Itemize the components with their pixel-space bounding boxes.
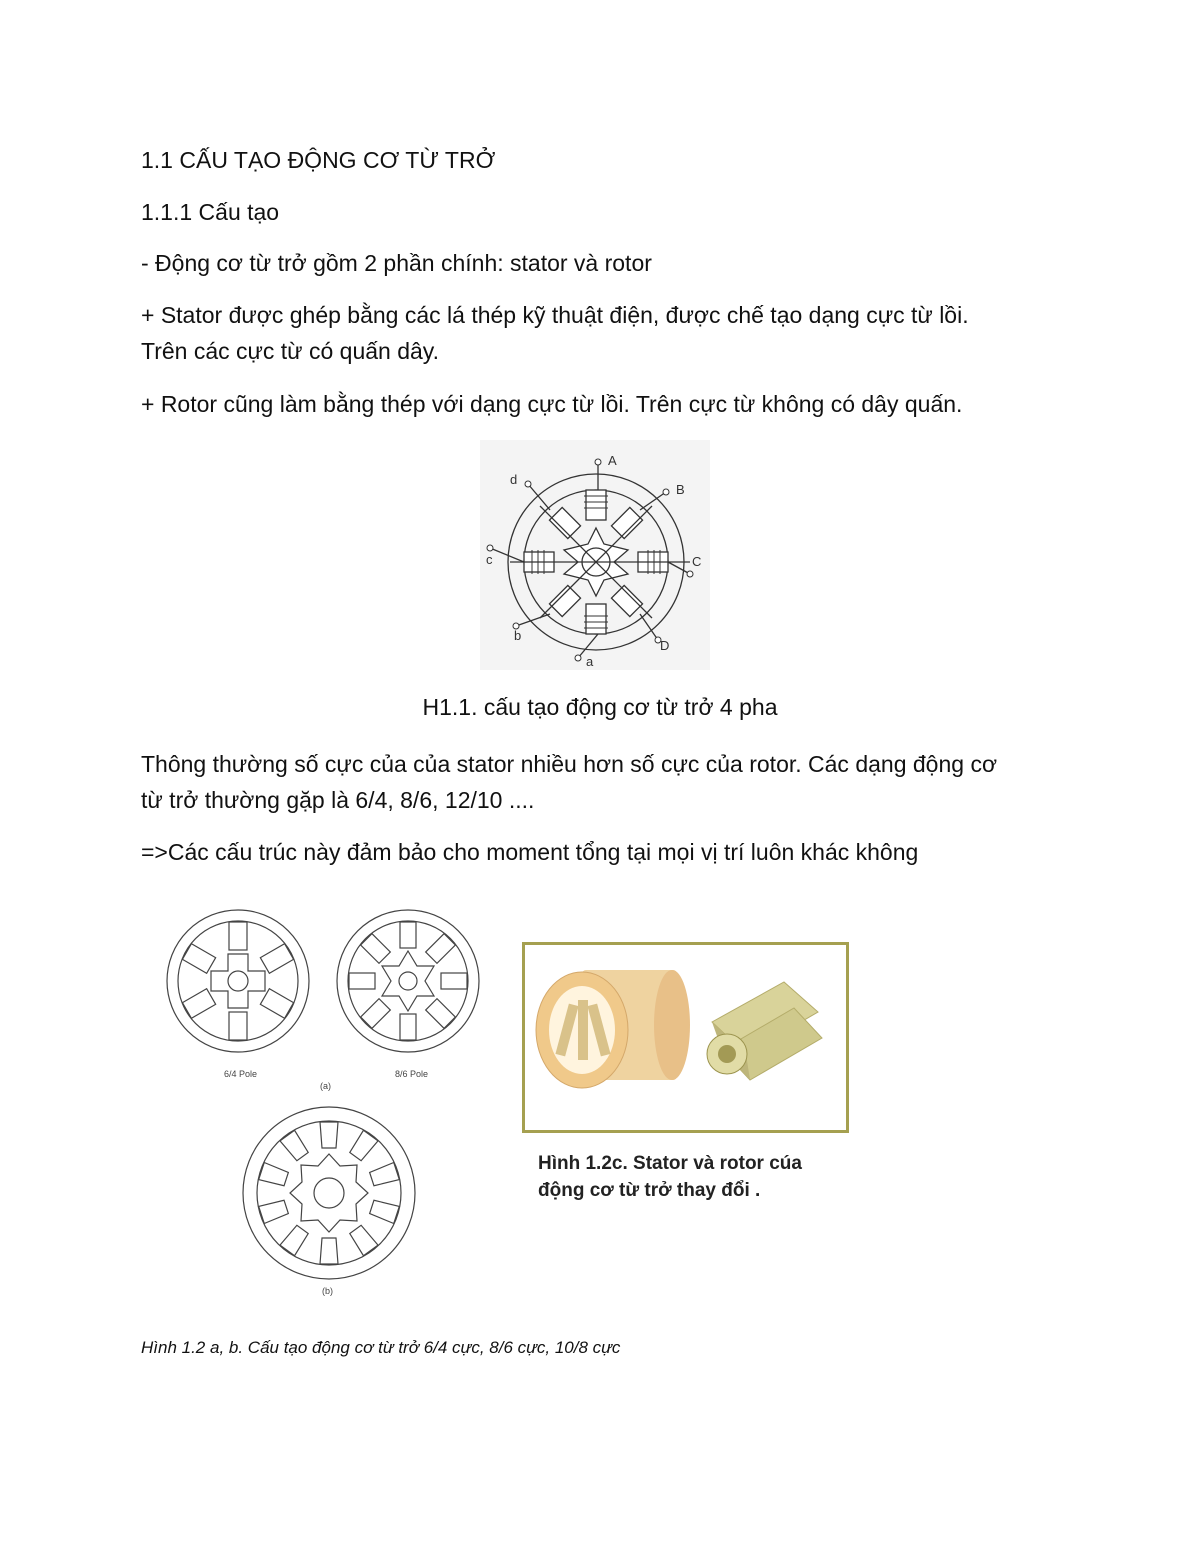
figure-10-8-motor bbox=[240, 1104, 418, 1282]
figure-8-6-motor bbox=[333, 906, 483, 1056]
figure-2c-caption-line1: Hình 1.2c. Stator và rotor cúa bbox=[538, 1153, 802, 1174]
label-C: C bbox=[692, 554, 702, 569]
figure-2c-caption-line2: động cơ từ trở thay đổi . bbox=[538, 1180, 761, 1201]
label-a: a bbox=[586, 654, 594, 669]
label-b: b bbox=[514, 628, 522, 643]
figure-stator-rotor-3d bbox=[522, 942, 849, 1133]
paragraph-poles-cont: từ trở thường gặp là 6/4, 8/6, 12/10 .... bbox=[141, 787, 535, 813]
label-6-4-pole: 6/4 Pole bbox=[224, 1069, 258, 1079]
paragraph-stator: + Stator được ghép bằng các lá thép kỹ thuật điện, được chế tạo dạng cực từ lồi. bbox=[141, 302, 969, 328]
paragraph-rotor: + Rotor cũng làm bằng thép với dạng cực từ lồi. Trên cực từ không có dây quấn. bbox=[141, 391, 963, 417]
subsection-heading: 1.1.1 Cấu tạo bbox=[141, 199, 280, 225]
figure-6-4-motor bbox=[163, 906, 313, 1056]
label-B: B bbox=[676, 482, 685, 497]
paragraph-parts: - Động cơ từ trở gồm 2 phần chính: stator và rotor bbox=[141, 250, 652, 276]
paragraph-conclusion: =>Các cấu trúc này đảm bảo cho moment tổng tại mọi vị trí luôn khác không bbox=[141, 839, 919, 865]
figure-2-caption: Hình 1.2 a, b. Cấu tạo động cơ từ trở 6/4 cực, 8/6 cực, 10/8 cực bbox=[141, 1338, 621, 1357]
label-c: c bbox=[486, 552, 493, 567]
label-a-sub: (a) bbox=[320, 1081, 331, 1091]
paragraph-stator-cont: Trên các cực từ có quấn dây. bbox=[141, 338, 439, 364]
figure-4-phase-motor bbox=[480, 440, 710, 670]
paragraph-poles: Thông thường số cực của của stator nhiều hơn số cực của rotor. Các dạng động cơ bbox=[141, 751, 998, 777]
label-8-6-pole: 8/6 Pole bbox=[395, 1069, 429, 1079]
label-A: A bbox=[608, 453, 617, 468]
figure-1-caption: H1.1. cấu tạo động cơ từ trở 4 pha bbox=[422, 694, 778, 720]
label-d: d bbox=[510, 472, 518, 487]
figure-2c-caption bbox=[538, 1150, 802, 1204]
label-D: D bbox=[660, 638, 670, 653]
label-b-sub: (b) bbox=[322, 1286, 333, 1296]
section-heading: 1.1 CẤU TẠO ĐỘNG CƠ TỪ TRỞ bbox=[141, 147, 496, 173]
